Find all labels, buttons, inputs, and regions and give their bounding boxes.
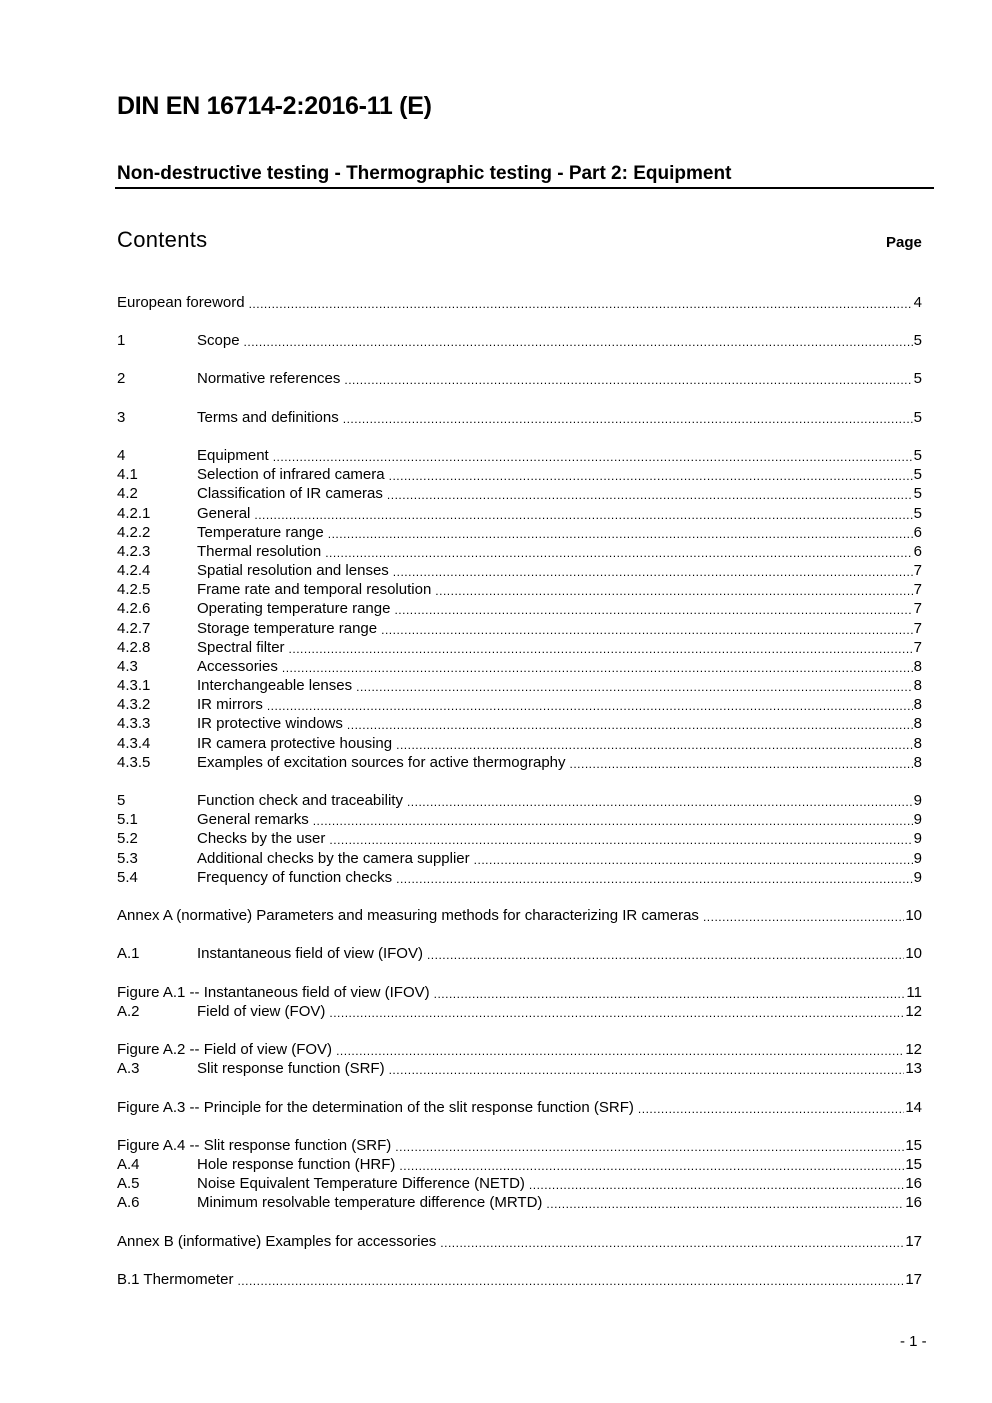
toc-entry-page: 8 xyxy=(913,735,922,752)
toc-dot-leader xyxy=(267,698,913,714)
toc-entry[interactable] xyxy=(117,369,922,388)
toc-entry-number: 4.1 xyxy=(117,466,138,483)
toc-entry[interactable] xyxy=(117,1232,922,1251)
toc-entry-page: 8 xyxy=(913,715,922,732)
toc-entry-title: Additional checks by the camera supplier xyxy=(197,850,470,867)
toc-entry-number: A.5 xyxy=(117,1175,140,1192)
toc-dot-leader xyxy=(427,947,904,963)
toc-entry-page: 7 xyxy=(913,581,922,598)
toc-entry-page: 5 xyxy=(913,505,922,522)
toc-entry-number: 4.2.2 xyxy=(117,524,151,541)
toc-entry-title: Noise Equivalent Temperature Difference (NETD) xyxy=(197,1175,525,1192)
toc-entry-page: 9 xyxy=(913,792,922,809)
toc-entry-title: General xyxy=(197,505,251,522)
page-column-heading: Page xyxy=(886,234,922,251)
toc-dot-leader xyxy=(474,852,913,868)
toc-entry-title: IR protective windows xyxy=(197,715,343,732)
toc-dot-leader xyxy=(328,526,913,542)
toc-entry-number: 2 xyxy=(117,370,126,387)
toc-entry-number: 1 xyxy=(117,332,126,349)
toc-entry-title: Frequency of function checks xyxy=(197,869,393,886)
toc-entry-title: Classification of IR cameras xyxy=(197,485,383,502)
toc-entry-page: 12 xyxy=(905,1041,922,1058)
toc-entry[interactable] xyxy=(117,1193,922,1212)
toc-entry[interactable] xyxy=(117,1136,922,1155)
toc-dot-leader xyxy=(546,1196,904,1212)
toc-entry-title: Equipment xyxy=(197,447,269,464)
toc-entry[interactable] xyxy=(117,446,922,465)
toc-entry-number: 5.4 xyxy=(117,869,138,886)
toc-entry-page: 5 xyxy=(913,332,922,349)
toc-dot-leader xyxy=(394,602,912,618)
toc-entry-number: 5.1 xyxy=(117,811,138,828)
toc-entry-page: 15 xyxy=(905,1137,922,1154)
toc-entry[interactable] xyxy=(117,734,922,753)
toc-dot-leader xyxy=(244,334,913,350)
toc-entry-number: 5.3 xyxy=(117,850,138,867)
toc-entry-page: 9 xyxy=(913,850,922,867)
toc-entry-number: 4.3.3 xyxy=(117,715,151,732)
toc-entry-number: 4.2.5 xyxy=(117,581,151,598)
toc-entry-title: Operating temperature range xyxy=(197,600,391,617)
toc-entry-page: 16 xyxy=(905,1194,922,1211)
toc-entry-page: 7 xyxy=(913,620,922,637)
toc-entry[interactable] xyxy=(117,714,922,733)
toc-entry[interactable] xyxy=(117,753,922,772)
toc-entry-page: 8 xyxy=(913,677,922,694)
toc-entry[interactable] xyxy=(117,638,922,657)
toc-entry-title: Temperature range xyxy=(197,524,324,541)
toc-dot-leader xyxy=(387,487,913,503)
toc-dot-leader xyxy=(273,449,913,465)
toc-entry[interactable] xyxy=(117,1270,922,1289)
toc-entry-page: 17 xyxy=(905,1233,922,1250)
toc-entry-number: 4.3.1 xyxy=(117,677,151,694)
toc-entry[interactable] xyxy=(117,868,922,887)
toc-dot-leader xyxy=(638,1101,904,1117)
toc-entry-title: Figure A.3 -- Principle for the determination of the slit response function (SRF) xyxy=(117,1099,634,1116)
toc-entry-page: 17 xyxy=(905,1271,922,1288)
toc-entry-number: A.4 xyxy=(117,1156,140,1173)
toc-entry-title: General remarks xyxy=(197,811,309,828)
toc-dot-leader xyxy=(356,679,913,695)
toc-entry-title: Function check and traceability xyxy=(197,792,403,809)
toc-dot-leader xyxy=(389,1062,905,1078)
toc-entry-number: 4.2.4 xyxy=(117,562,151,579)
toc-entry[interactable] xyxy=(117,1098,922,1117)
toc-entry-title: Interchangeable lenses xyxy=(197,677,353,694)
toc-dot-leader xyxy=(249,296,913,312)
toc-entry-page: 5 xyxy=(913,485,922,502)
toc-entry-number: 4.3.2 xyxy=(117,696,151,713)
toc-entry-title: Annex B (informative) Examples for accessories xyxy=(117,1233,437,1250)
toc-entry-title: Slit response function (SRF) xyxy=(197,1060,385,1077)
toc-entry-title: Figure A.1 -- Instantaneous field of view (IFOV) xyxy=(117,984,430,1001)
toc-entry-page: 7 xyxy=(913,562,922,579)
toc-entry[interactable] xyxy=(117,657,922,676)
toc-entry-title: Minimum resolvable temperature difference (MRTD) xyxy=(197,1194,543,1211)
toc-entry-title: Storage temperature range xyxy=(197,620,378,637)
toc-entry[interactable] xyxy=(117,599,922,618)
toc-entry-number: 4.2.7 xyxy=(117,620,151,637)
toc-entry-number: 5.2 xyxy=(117,830,138,847)
toc-entry-page: 10 xyxy=(905,945,922,962)
toc-entry-title: Terms and definitions xyxy=(197,409,339,426)
toc-entry-page: 5 xyxy=(913,466,922,483)
toc-entry-number: 4.3.4 xyxy=(117,735,151,752)
toc-entry-title: Hole response function (HRF) xyxy=(197,1156,396,1173)
toc-entry-title: Figure A.2 -- Field of view (FOV) xyxy=(117,1041,333,1058)
toc-entry-title: IR camera protective housing xyxy=(197,735,393,752)
toc-entry[interactable] xyxy=(117,484,922,503)
toc-entry[interactable] xyxy=(117,580,922,599)
toc-entry-title: Normative references xyxy=(197,370,341,387)
toc-dot-leader xyxy=(529,1177,904,1193)
toc-entry-page: 13 xyxy=(905,1060,922,1077)
toc-entry[interactable] xyxy=(117,619,922,638)
toc-dot-leader xyxy=(570,756,913,772)
toc-dot-leader xyxy=(329,832,912,848)
toc-entry[interactable] xyxy=(117,676,922,695)
toc-entry-page: 14 xyxy=(905,1099,922,1116)
toc-entry-title: B.1 Thermometer xyxy=(117,1271,234,1288)
toc-entry-number: 4.2.1 xyxy=(117,505,151,522)
toc-entry-page: 7 xyxy=(913,600,922,617)
toc-entry[interactable] xyxy=(117,331,922,350)
toc-dot-leader xyxy=(396,737,913,753)
toc-dot-leader xyxy=(325,545,912,561)
toc-dot-leader xyxy=(703,909,904,925)
toc-entry-number: 4 xyxy=(117,447,126,464)
toc-entry-number: A.3 xyxy=(117,1060,140,1077)
document-title: Non-destructive testing - Thermographic testing - Part 2: Equipment xyxy=(117,163,732,184)
toc-entry-title: Figure A.4 -- Slit response function (SRF) xyxy=(117,1137,392,1154)
toc-entry-page: 5 xyxy=(913,370,922,387)
toc-entry-page: 9 xyxy=(913,811,922,828)
toc-entry-number: 4.3 xyxy=(117,658,138,675)
toc-dot-leader xyxy=(389,468,913,484)
contents-heading: Contents xyxy=(117,227,208,252)
toc-dot-leader xyxy=(336,1043,904,1059)
title-underline-divider xyxy=(115,187,934,189)
toc-entry[interactable] xyxy=(117,1155,922,1174)
toc-entry-number: 4.2 xyxy=(117,485,138,502)
toc-entry[interactable] xyxy=(117,944,922,963)
toc-entry-title: IR mirrors xyxy=(197,696,263,713)
toc-entry[interactable] xyxy=(117,408,922,427)
toc-entry[interactable] xyxy=(117,1040,922,1059)
toc-entry-page: 6 xyxy=(913,524,922,541)
toc-entry[interactable] xyxy=(117,1002,922,1021)
toc-entry[interactable] xyxy=(117,1174,922,1193)
toc-entry-number: 4.2.6 xyxy=(117,600,151,617)
toc-entry-page: 10 xyxy=(905,907,922,924)
toc-dot-leader xyxy=(434,986,906,1002)
toc-dot-leader xyxy=(313,813,913,829)
toc-entry[interactable] xyxy=(117,293,922,312)
toc-entry-page: 9 xyxy=(913,869,922,886)
toc-entry[interactable] xyxy=(117,829,922,848)
toc-dot-leader xyxy=(399,1158,904,1174)
toc-entry-title: Frame rate and temporal resolution xyxy=(197,581,432,598)
toc-entry-number: 3 xyxy=(117,409,126,426)
toc-entry-title: Instantaneous field of view (IFOV) xyxy=(197,945,423,962)
toc-entry-page: 7 xyxy=(913,639,922,656)
toc-entry[interactable] xyxy=(117,695,922,714)
toc-dot-leader xyxy=(343,411,913,427)
toc-entry-title: Checks by the user xyxy=(197,830,326,847)
document-id: DIN EN 16714-2:2016-11 (E) xyxy=(117,92,432,120)
toc-dot-leader xyxy=(381,622,913,638)
toc-entry[interactable] xyxy=(117,465,922,484)
toc-entry[interactable] xyxy=(117,1059,922,1078)
toc-entry[interactable] xyxy=(117,849,922,868)
toc-entry[interactable] xyxy=(117,810,922,829)
toc-entry-number: A.1 xyxy=(117,945,140,962)
toc-entry-number: A.6 xyxy=(117,1194,140,1211)
toc-entry[interactable] xyxy=(117,791,922,810)
page-number: - 1 - xyxy=(900,1333,927,1350)
toc-dot-leader xyxy=(344,372,912,388)
toc-dot-leader xyxy=(289,641,913,657)
toc-entry-number: 4.2.3 xyxy=(117,543,151,560)
toc-entry-title: Thermal resolution xyxy=(197,543,322,560)
toc-dot-leader xyxy=(329,1005,904,1021)
toc-entry-title: Accessories xyxy=(197,658,278,675)
toc-entry-page: 8 xyxy=(913,754,922,771)
toc-entry-title: Examples of excitation sources for active thermography xyxy=(197,754,566,771)
toc-entry-number: A.2 xyxy=(117,1003,140,1020)
toc-entry-title: Spatial resolution and lenses xyxy=(197,562,389,579)
toc-entry[interactable] xyxy=(117,542,922,561)
toc-entry-page: 12 xyxy=(905,1003,922,1020)
toc-entry-number: 4.2.8 xyxy=(117,639,151,656)
toc-entry-number: 5 xyxy=(117,792,126,809)
toc-entry-page: 16 xyxy=(905,1175,922,1192)
toc-entry-page: 6 xyxy=(913,543,922,560)
toc-entry-number: 4.3.5 xyxy=(117,754,151,771)
toc-entry-page: 5 xyxy=(913,447,922,464)
toc-entry-page: 9 xyxy=(913,830,922,847)
toc-dot-leader xyxy=(347,717,913,733)
toc-entry-title: Scope xyxy=(197,332,240,349)
toc-entry-page: 4 xyxy=(913,294,922,311)
toc-entry-page: 15 xyxy=(905,1156,922,1173)
toc-entry-page: 8 xyxy=(913,658,922,675)
toc-dot-leader xyxy=(435,583,912,599)
toc-dot-leader xyxy=(254,507,912,523)
toc-entry-title: Spectral filter xyxy=(197,639,285,656)
toc-dot-leader xyxy=(237,1273,904,1289)
toc-entry[interactable] xyxy=(117,983,922,1002)
toc-dot-leader xyxy=(396,871,913,887)
toc-entry-title: Annex A (normative) Parameters and measuring methods for characterizing IR cameras xyxy=(117,907,699,924)
toc-entry-title: Field of view (FOV) xyxy=(197,1003,326,1020)
toc-entry[interactable] xyxy=(117,561,922,580)
toc-dot-leader xyxy=(393,564,913,580)
toc-entry[interactable] xyxy=(117,504,922,523)
toc-entry-page: 8 xyxy=(913,696,922,713)
toc-entry-title: European foreword xyxy=(117,294,245,311)
toc-dot-leader xyxy=(395,1139,904,1155)
toc-entry-page: 5 xyxy=(913,409,922,426)
toc-entry[interactable] xyxy=(117,906,922,925)
toc-dot-leader xyxy=(282,660,913,676)
toc-entry[interactable] xyxy=(117,523,922,542)
toc-entry-title: Selection of infrared camera xyxy=(197,466,385,483)
toc-entry-page: 11 xyxy=(906,984,922,1001)
toc-dot-leader xyxy=(407,794,913,810)
toc-dot-leader xyxy=(440,1235,904,1251)
